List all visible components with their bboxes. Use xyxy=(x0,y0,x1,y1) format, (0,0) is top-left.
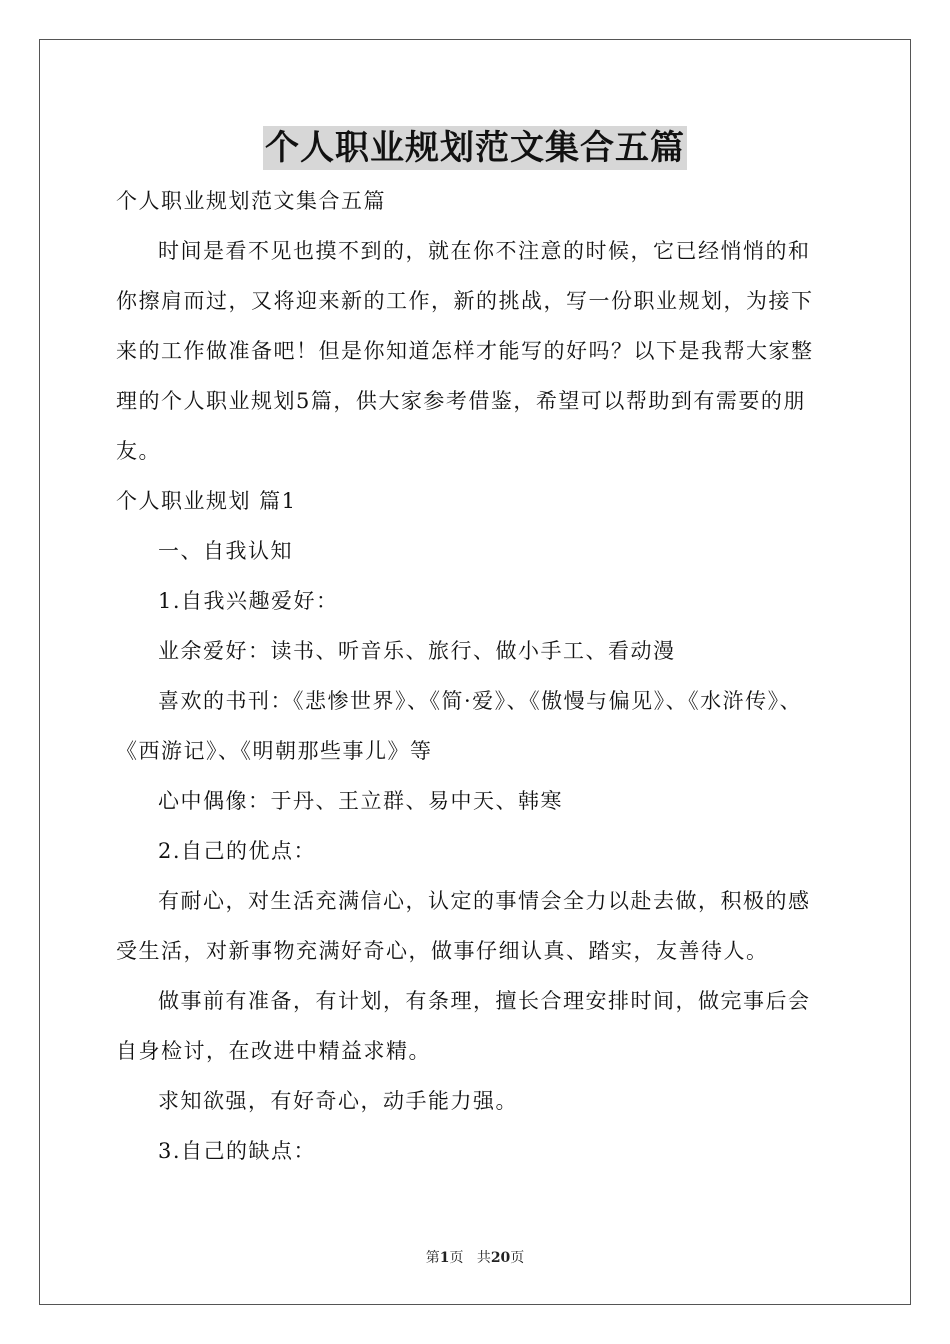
footer-total-pages: 20 xyxy=(490,1250,511,1266)
body-paragraph: 3.自己的缺点： xyxy=(158,1139,317,1163)
body-paragraph: 业余爱好：读书、听音乐、旅行、做小手工、看动漫 xyxy=(158,639,676,663)
footer-page-suffix: 页 xyxy=(449,1250,464,1266)
body-paragraph: 喜欢的书刊：《悲惨世界》、《简·爱》、《傲慢与偏见》、《水浒传》、《西游记》、《明朝那些事儿》等 xyxy=(116,689,803,763)
body-paragraph: 有耐心，对生活充满信心，认定的事情会全力以赴去做，积极的感受生活，对新事物充满好奇心，做事仔细认真、踏实，友善待人。 xyxy=(116,889,811,963)
footer-page-prefix: 第 xyxy=(425,1250,440,1266)
body-paragraph: 心中偶像：于丹、王立群、易中天、韩寒 xyxy=(158,789,563,813)
body-paragraph: 一、自我认知 xyxy=(158,539,293,563)
page-footer xyxy=(0,1247,950,1267)
body-paragraph: 求知欲强，有好奇心，动手能力强。 xyxy=(158,1089,518,1113)
footer-total-prefix: 共 xyxy=(476,1250,491,1266)
title-container xyxy=(0,126,950,170)
body-paragraph: 2.自己的优点： xyxy=(158,839,317,863)
section-paragraphs xyxy=(116,526,832,1176)
document-title: 个人职业规划范文集合五篇 xyxy=(265,128,685,168)
document-subtitle: 个人职业规划范文集合五篇 xyxy=(116,189,386,213)
section-heading: 个人职业规划 篇1 xyxy=(116,489,297,513)
body-paragraph: 做事前有准备，有计划，有条理，擅长合理安排时间，做完事后会自身检讨，在改进中精益求精。 xyxy=(116,989,811,1063)
footer-page-number: 1 xyxy=(439,1250,450,1266)
document-body xyxy=(116,176,832,1176)
body-paragraph: 1.自我兴趣爱好： xyxy=(158,589,339,613)
intro-paragraph: 时间是看不见也摸不到的，就在你不注意的时候，它已经悄悄的和你擦肩而过，又将迎来新的工作，新的挑战，写一份职业规划，为接下来的工作做准备吧！但是你知道怎样才能写的好吗？以下是我帮大家整理的个人职业规划5篇，供大家参考借鉴，希望可以帮助到有需要的朋友。 xyxy=(116,239,814,463)
footer-total-suffix: 页 xyxy=(510,1250,525,1266)
